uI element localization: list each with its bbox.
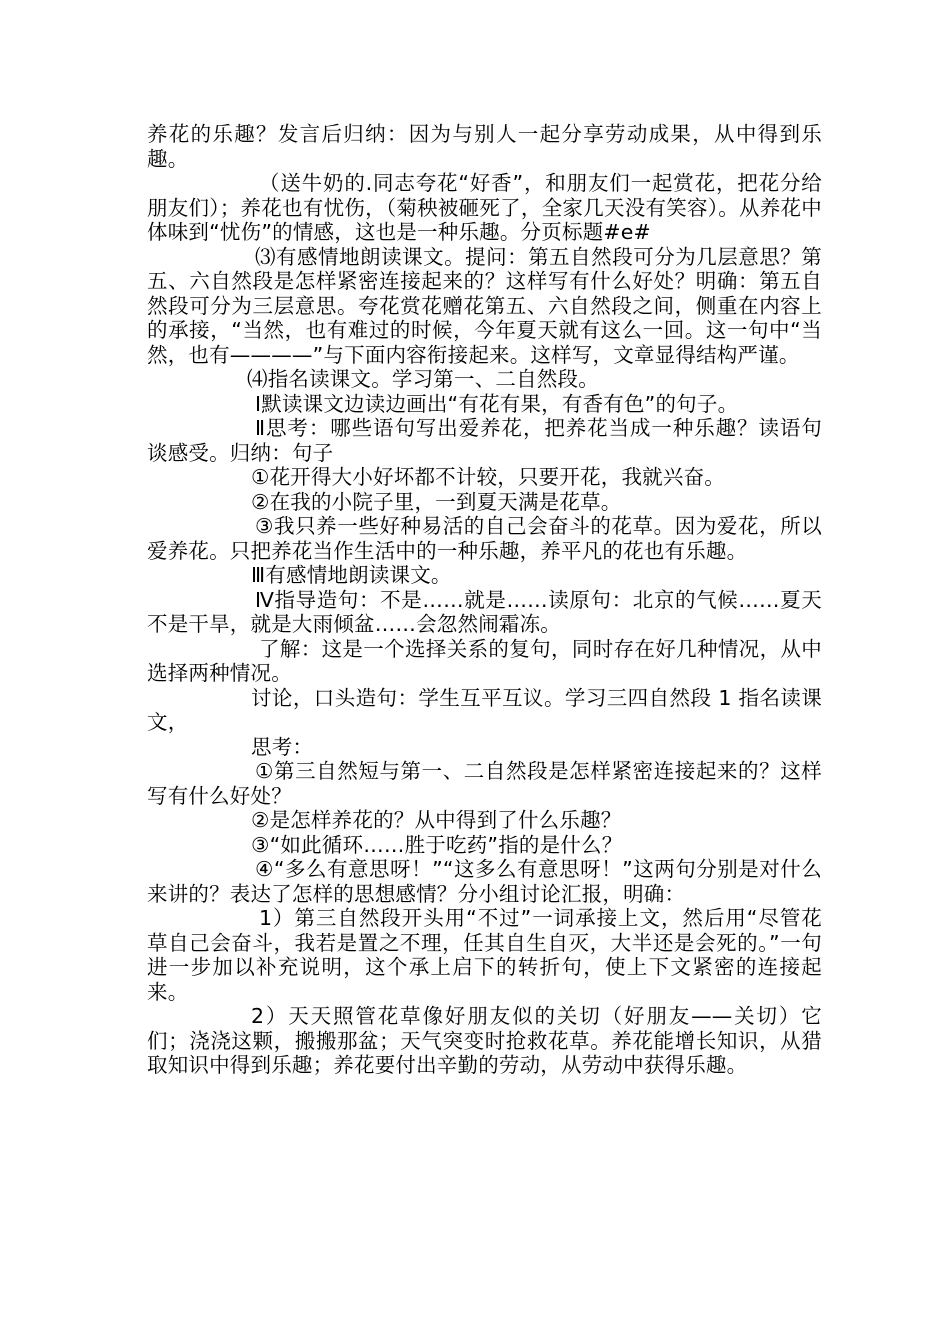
paragraph-5: Ⅰ默读课文边读边画出“有花有果，有香有色”的句子。 <box>255 391 739 416</box>
paragraph-10: Ⅲ有感情地朗读课文。 <box>251 563 452 587</box>
paragraph-15: ①第三自然短与第一、二自然段是怎样紧密连接起来的？这样写有什么好处？ <box>147 759 822 808</box>
paragraph-12: 了解：这是一个选择关系的复句，同时存在好几种情况，从中选择两种情况。 <box>147 636 822 685</box>
paragraph-17: ③“如此循环……胜于吃药”指的是什么？ <box>251 832 623 857</box>
paragraph-18: ④“多么有意思呀！”“这多么有意思呀！”这两句分别是对什么来讲的？表达了怎样的思想感情？分小组讨论汇报，明确： <box>147 857 822 906</box>
paragraph-2: （送牛奶的.同志夸花“好香”，和朋友们一起赏花，把花分给朋友们）；养花也有忧伤，（菊秧被砸死了，全家几天没有笑容）。从养花中体味到“忧伤”的情感，这也是一种乐趣。分页标题#e# <box>147 171 822 244</box>
paragraph-7: ①花开得大小好坏都不计较，只要开花，我就兴奋。 <box>251 465 725 489</box>
paragraph-9: ③我只养一些好种易活的自己会奋斗的花草。因为爱花，所以爱养花。只把养花当作生活中的一种乐趣，养平凡的花也有乐趣。 <box>147 514 822 563</box>
document-body <box>147 122 822 1078</box>
paragraph-1: 养花的乐趣？发言后归纳：因为与别人一起分享劳动成果，从中得到乐趣。 <box>147 122 822 171</box>
paragraph-11: Ⅳ指导造句：不是……就是……读原句：北京的气候……夏天不是干旱，就是大雨倾盆……会忽然闹霜冻。 <box>147 587 822 636</box>
paragraph-8: ②在我的小院子里，一到夏天满是花草。 <box>251 489 622 514</box>
paragraph-20: 2）天天照管花草像好朋友似的关切（好朋友——关切）它们；浇浇这颗，搬搬那盆；天气突变时抢救花草。养花能增长知识，从猎取知识中得到乐趣；养花要付出辛勤的劳动，从劳动中获得乐趣。 <box>147 1004 822 1077</box>
paragraph-13: 讨论，口头造句：学生互平互议。学习三四自然段 1 指名读课文， <box>147 685 822 734</box>
paragraph-19: 1）第三自然段开头用“不过”一词承接上文，然后用“尽管花草自己会奋斗，我若是置之不理，任其自生自灭，大半还是会死的。”一句进一步加以补充说明，这个承上启下的转折句，使上下文紧密的连接起来。 <box>147 906 822 1004</box>
paragraph-16: ②是怎样养花的？从中得到了什么乐趣？ <box>251 808 622 832</box>
paragraph-14: 思考： <box>251 734 314 759</box>
paragraph-4: ⑷指名读课文。学习第一、二自然段。 <box>247 367 599 391</box>
paragraph-3: ⑶有感情地朗读课文。提问：第五自然段可分为几层意思？第五、六自然段是怎样紧密连接起来的？这样写有什么好处？明确：第五自然段可分为三层意思。夸花赏花赠花第五、六自然段之间，侧重在内容上的承接，“当然，也有难过的时候，今年夏天就有这么一回。这一句中“当然，也有————”与下面内容衔接起来。这样写，文章显得结构严谨。 <box>147 244 822 367</box>
paragraph-6: Ⅱ思考：哪些语句写出爱养花，把养花当成一种乐趣？读语句谈感受。归纳：句子 <box>147 416 822 465</box>
